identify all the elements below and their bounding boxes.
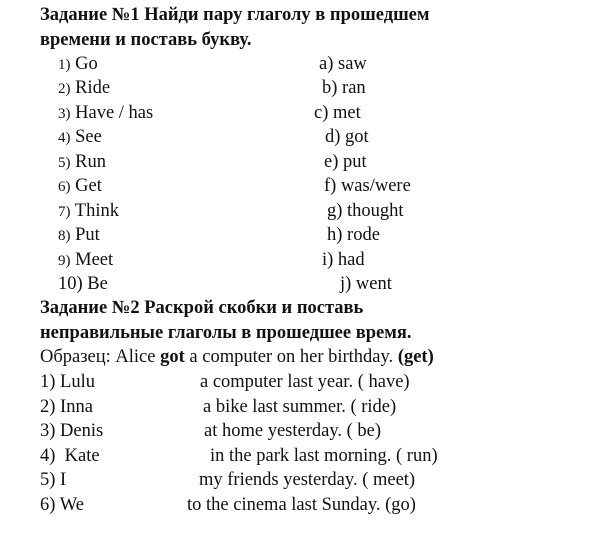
list-item: 1) Go (58, 54, 98, 74)
example-line: Образец: Alice got a computer on her birthday. (get) (40, 347, 434, 367)
example-verb: got (160, 347, 185, 367)
list-item: 3) Have / has (58, 103, 154, 123)
list-item: b) ran (322, 78, 366, 98)
list-item: 10) Be (58, 274, 108, 294)
list-item: e) put (324, 152, 367, 172)
list-item: 7) Think (58, 201, 119, 221)
list-item: 9) Meet (58, 250, 114, 270)
example-answer: (get) (397, 347, 434, 367)
list-item: h) rode (327, 225, 380, 245)
list-item: c) met (314, 103, 361, 123)
task2-heading-line2: неправильные глаголы в прошедшее время. (40, 323, 412, 343)
list-item: 4) See (58, 127, 102, 147)
task2-heading-line1: Задание №2 Раскрой скобки и поставь (40, 298, 364, 318)
list-item: g) thought (327, 201, 404, 221)
task1-heading-line2: времени и поставь букву. (40, 30, 252, 50)
list-item: d) got (325, 127, 369, 147)
list-item: j) went (340, 274, 392, 294)
list-item: 8) Put (58, 225, 100, 245)
task1-heading-line1: Задание №1 Найди пару глаголу в прошедшем (40, 5, 430, 25)
list-item: 6) Get (58, 176, 102, 196)
list-item: 2) Ride (58, 78, 111, 98)
list-item: a) saw (319, 54, 367, 74)
list-item: f) was/were (324, 176, 411, 196)
list-item: 5) Run (58, 152, 106, 172)
list-item: i) had (322, 250, 365, 270)
